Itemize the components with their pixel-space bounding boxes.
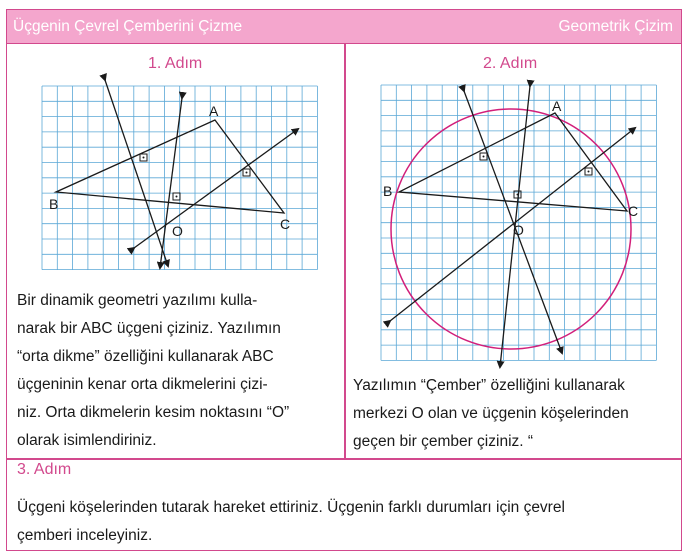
step3-line: çemberi inceleyiniz. — [17, 527, 153, 544]
step1-line: narak bir ABC üçgeni çiziniz. Yazılımın — [17, 320, 281, 337]
step2-line: geçen bir çember çiziniz. “ — [353, 433, 534, 450]
step3-line: Üçgeni köşelerinden tutarak hareket ettiriniz. Üçgenin farklı durumları için çevrel — [17, 499, 565, 516]
step1-line: üçgeninin kenar orta dikmelerini çizi- — [17, 376, 268, 393]
row-divider — [7, 458, 681, 460]
step1-line: “orta dikme” özelliğini kullanarak ABC — [17, 348, 274, 365]
step2-title: 2. Adım — [483, 55, 538, 72]
step3-title: 3. Adım — [17, 461, 72, 478]
page-title: Üçgenin Çevrel Çemberini Çizme — [13, 18, 243, 35]
step2-label-b: B — [383, 183, 393, 199]
step1-label-o: O — [172, 223, 183, 239]
step2-line: Yazılımın “Çember” özelliğini kullanarak — [353, 377, 625, 394]
section-label: Geometrik Çizim — [558, 18, 673, 35]
step1-label-c: C — [280, 216, 291, 232]
step2-label-a: A — [552, 98, 562, 114]
step2-line: merkezi O olan ve üçgenin köşelerinden — [353, 405, 629, 422]
step1-label-a: A — [209, 103, 219, 119]
step3-text — [17, 494, 565, 550]
step1-line: niz. Orta dikmelerin kesim noktasını “O” — [17, 404, 290, 421]
step1-line: olarak isimlendiriniz. — [17, 432, 157, 449]
step1-title: 1. Adım — [148, 55, 203, 72]
step1-label-b: B — [49, 196, 59, 212]
activity-card — [6, 9, 682, 551]
step2-label-o: O — [513, 222, 524, 238]
step2-label-c: C — [628, 203, 639, 219]
step1-line: Bir dinamik geometri yazılımı kulla- — [17, 292, 258, 309]
step2-text — [353, 372, 629, 456]
